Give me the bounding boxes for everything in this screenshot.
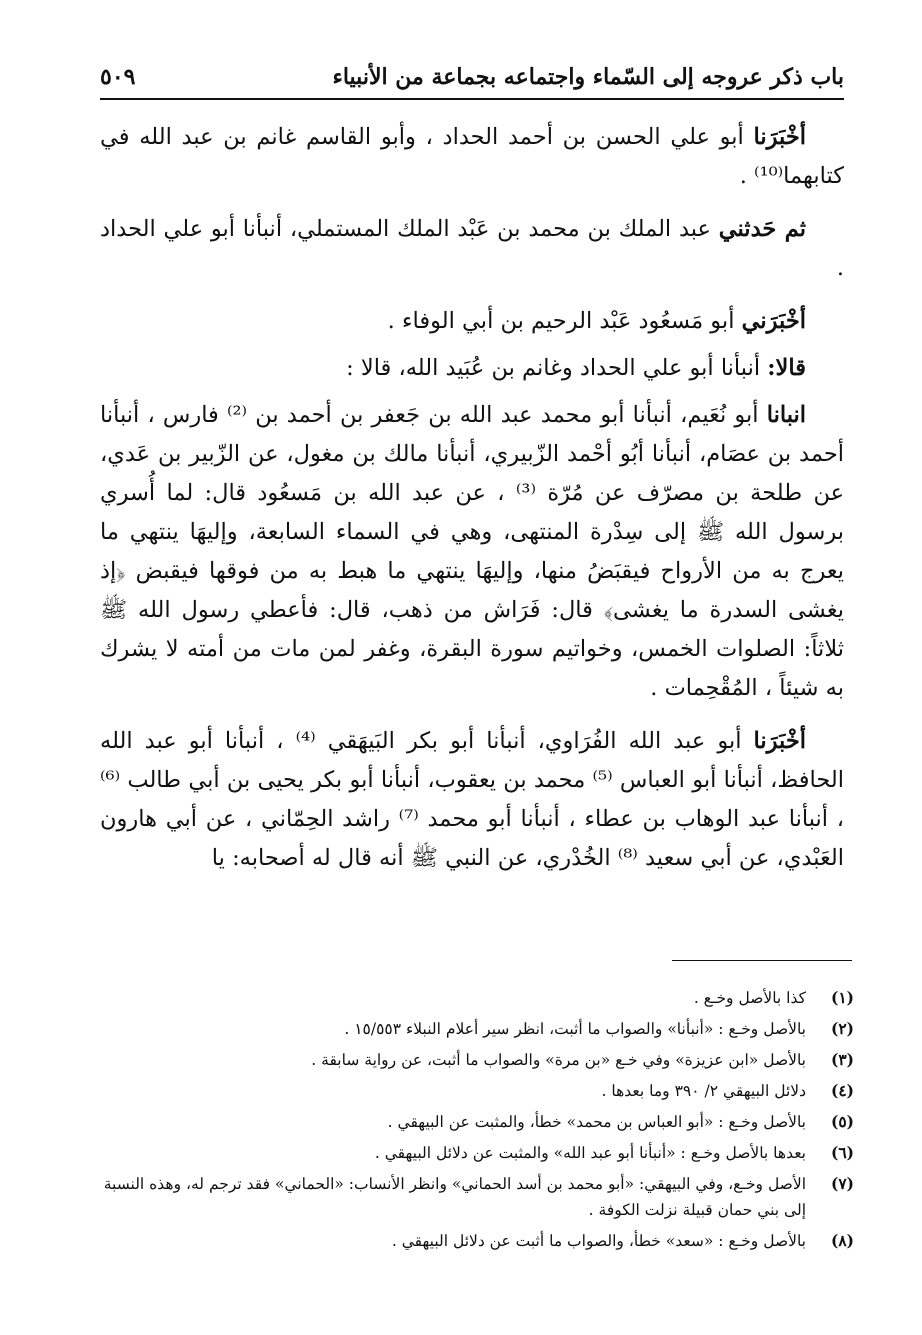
paragraph-lead: أخْبَرَنا xyxy=(753,728,806,754)
paragraph-lead: أخْبَرَنا xyxy=(753,124,806,150)
paragraph-lead: قالا: xyxy=(767,355,806,381)
footnote-text: بالأصل وخـع : «أبو العباس بن محمد» خطأ، والمثبت عن البيهقي . xyxy=(387,1113,806,1131)
header-rule xyxy=(100,98,844,100)
footnote-text: الأصل وخـع، وفي البيهقي: «أبو محمد بن أسد الحماني» وانظر الأنساب: «الحماني» فقد ترجم له، وهذه النسبة إلى بني حمان قبيلة نزلت الكوفة . xyxy=(103,1175,806,1219)
paragraph-text: أبو عبد الله الفُرَاوي، أنبأنا أبو بكر البَيهَقي ⁽⁴⁾ ، أنبأنا أبو عبد الله الحافظ، أنبأنا أبو العباس ⁽⁵⁾ محمد بن يعقوب، أنبأنا أبو بكر يحيى بن أبي طالب ⁽⁶⁾ ، أنبأنا عبد الوهاب بن عطاء ، أنبأنا أبو محمد ⁽⁷⁾ راشد الحِمّاني ، عن أبي هارون العَبْدي، عن أبي سعيد ⁽⁸⁾ الخُدْري، عن النبي ﷺ أنه قال له أصحابه: يا xyxy=(100,728,844,871)
paragraph-text: أبو نُعَيم، أنبأنا أبو محمد عبد الله بن جَعفر بن أحمد بن ⁽²⁾ فارس ، أنبأنا أحمد بن عصَام، أنبأنا أبُو أحْمد الزّبيري، أنبأنا مالك بن مغول، عن الزّبير بن عَدي، عن طلحة بن مصرّف عن مُرّة ⁽³⁾ ، عن عبد الله بن مَسعُود قال: لما أُسري برسول الله ﷺ إلى سِدْرة المنتهى، وهي في السماء السابعة، وإليهَا ينتهي ما يعرج به من الأرواح فيقبَضُ منها، وإليهَا ينتهي ما هبط به من فوقها فيقبض ﴿إذ يغشى السدرة ما يغشى﴾ قال: فَرَاش من ذهب، قال: فأعطي رسول الله ﷺ ثلاثاً: الصلوات الخمس، وخواتيم سورة البقرة، وغفر لمن مات من أمته لا يشرك به شيئاً ، المُقْحِمات . xyxy=(100,402,844,701)
paragraph-lead: أخْبَرَني xyxy=(741,308,806,334)
footnote-text: كذا بالأصل وخـع . xyxy=(693,989,806,1007)
paragraph-2 xyxy=(100,210,844,288)
page-number: ٥٠٩ xyxy=(100,64,136,90)
footnote-1 xyxy=(100,985,854,1011)
footnote-3 xyxy=(100,1047,854,1073)
paragraph-5 xyxy=(100,396,844,708)
footnote-text: بالأصل وخـع : «أنبأنا» والصواب ما أثبت، انظر سير أعلام النبلاء ١٥/٥٥٣ . xyxy=(344,1020,806,1038)
paragraph-1 xyxy=(100,118,844,196)
paragraph-6 xyxy=(100,722,844,878)
footnote-text: بالأصل وخـع : «سعد» خطأ، والصواب ما أثبت عن دلائل البيهقي . xyxy=(391,1232,806,1250)
footnote-number: (٤) xyxy=(830,1081,854,1100)
footnote-2 xyxy=(100,1016,854,1042)
footnotes xyxy=(100,985,854,1259)
paragraph-text: عبد الملك بن محمد بن عَبْد الملك المستملي، أنبأنا أبو علي الحداد . xyxy=(100,216,844,281)
chapter-title: باب ذكر عروجه إلى السّماء واجتماعه بجماعة من الأنبياء xyxy=(332,64,844,90)
footnote-rule xyxy=(672,960,852,961)
paragraph-4 xyxy=(100,349,844,388)
footnote-number: (٣) xyxy=(830,1050,854,1069)
footnote-number: (٧) xyxy=(830,1174,854,1193)
footnote-7 xyxy=(100,1171,854,1223)
paragraph-lead: انبانا xyxy=(766,402,806,428)
main-text xyxy=(100,118,844,892)
footnote-text: دلائل البيهقي ٢/ ٣٩٠ وما بعدها . xyxy=(601,1082,806,1100)
running-header xyxy=(100,60,844,96)
footnote-number: (٨) xyxy=(830,1231,854,1250)
paragraph-3 xyxy=(100,302,844,341)
footnote-4 xyxy=(100,1078,854,1104)
footnote-text: بالأصل «ابن عزيزة» وفي خـع «بن مرة» والصواب ما أثبت، عن رواية سابقة . xyxy=(311,1051,806,1069)
footnote-number: (٥) xyxy=(830,1112,854,1131)
footnote-text: بعدها بالأصل وخـع : «أنبأنا أبو عبد الله» والمثبت عن دلائل البيهقي . xyxy=(374,1144,806,1162)
footnote-number: (٢) xyxy=(830,1019,854,1038)
paragraph-text: أبو علي الحسن بن أحمد الحداد ، وأبو القاسم غانم بن عبد الله في كتابهما⁽¹⁰⁾ . xyxy=(100,124,844,189)
footnote-8 xyxy=(100,1228,854,1254)
footnote-6 xyxy=(100,1140,854,1166)
paragraph-text: أنبأنا أبو علي الحداد وغانم بن عُبَيد الله، قالا : xyxy=(346,355,768,381)
footnote-number: (١) xyxy=(830,988,854,1007)
paragraph-text: أبو مَسعُود عَبْد الرحيم بن أبي الوفاء . xyxy=(387,308,742,334)
footnote-5 xyxy=(100,1109,854,1135)
footnote-number: (٦) xyxy=(830,1143,854,1162)
paragraph-lead: ثم حَدثني xyxy=(718,216,806,242)
